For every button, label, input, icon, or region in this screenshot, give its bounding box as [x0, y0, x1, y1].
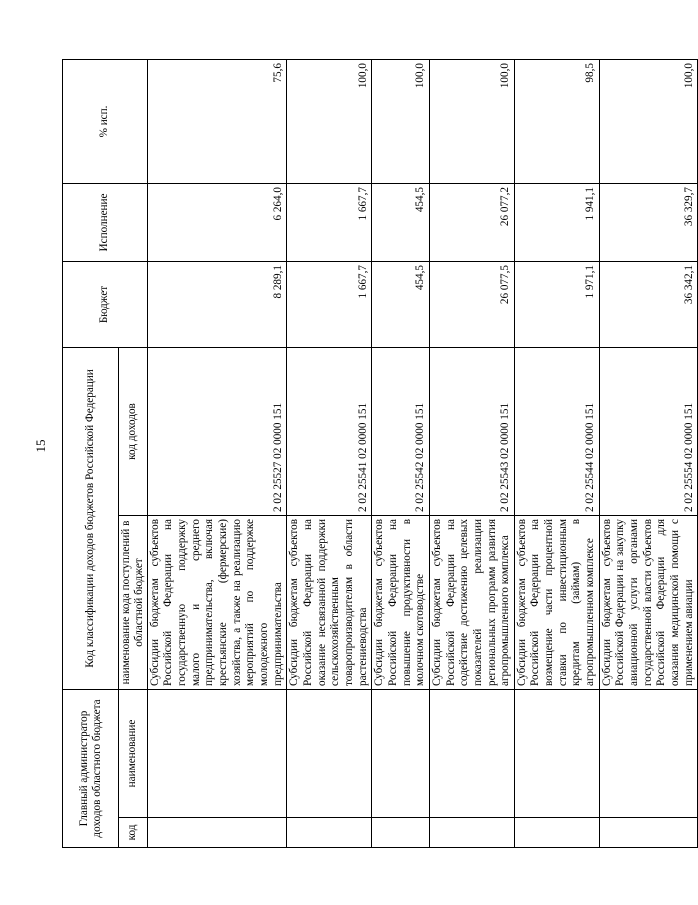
admin-code-cell — [147, 818, 287, 848]
income-code-cell: 2 02 25527 02 0000 151 — [147, 347, 287, 515]
admin-name-cell — [599, 690, 698, 818]
header-admin-code: код — [119, 818, 148, 848]
admin-code-cell — [429, 818, 514, 848]
receipt-name-cell: Субсидии бюджетам субъектов Российской Федерации на повышение продуктивности в молочном скотоводстве — [372, 516, 430, 690]
admin-code-cell — [287, 818, 372, 848]
income-code-cell: 2 02 25543 02 0000 151 — [429, 347, 514, 515]
header-budget: Бюджет — [63, 261, 148, 347]
header-income-code: код доходов — [119, 347, 148, 515]
table-row — [372, 59, 430, 847]
receipt-name-cell: Субсидии бюджетам субъектов Российской Федерации на содействие достижению целевых показателей реализации региональных программ развития агропромышленного комплекса — [429, 516, 514, 690]
header-admin-name: наименование — [119, 690, 148, 818]
table-row — [429, 59, 514, 847]
table-row — [599, 59, 698, 847]
budget-cell: 26 077,5 — [429, 261, 514, 347]
admin-name-cell — [372, 690, 430, 818]
budget-execution-table — [62, 59, 698, 848]
execution-cell: 1 941,1 — [514, 183, 599, 261]
execution-cell: 1 667,7 — [287, 183, 372, 261]
budget-cell: 454,5 — [372, 261, 430, 347]
admin-name-cell — [147, 690, 287, 818]
header-row-1 — [63, 59, 119, 847]
receipt-name-cell: Субсидии бюджетам субъектов Российской Федерации на государственную поддержку малого и среднего предпринимательства, включая крестьянские (фермерские) хозяйства, а также на реализацию мероприятий по поддержке молодежного предпринимательства — [147, 516, 287, 690]
admin-name-cell — [429, 690, 514, 818]
table-row — [287, 59, 372, 847]
admin-name-cell — [514, 690, 599, 818]
percent-cell: 98,5 — [514, 59, 599, 183]
page-number: 15 — [33, 439, 48, 453]
percent-cell: 100,0 — [599, 59, 698, 183]
budget-cell: 1 971,1 — [514, 261, 599, 347]
income-code-cell: 2 02 25544 02 0000 151 — [514, 347, 599, 515]
admin-code-cell — [514, 818, 599, 848]
admin-code-cell — [599, 818, 698, 848]
income-code-cell: 2 02 25554 02 0000 151 — [599, 347, 698, 515]
rotated-page — [62, 60, 695, 848]
percent-cell: 75,6 — [147, 59, 287, 183]
execution-cell: 26 077,2 — [429, 183, 514, 261]
receipt-name-cell: Субсидии бюджетам субъектов Российской Федерации на возмещение части процентной ставки по инвестиционным кредитам (займам) в агропромышленном комплексе — [514, 516, 599, 690]
execution-cell: 36 329,7 — [599, 183, 698, 261]
receipt-name-cell: Субсидии бюджетам субъектов Российской Федерации на оказание несвязанной поддержки сельскохозяйственным товаропроизводителям в области растениеводства — [287, 516, 372, 690]
header-execution: Исполнение — [63, 183, 148, 261]
admin-name-cell — [287, 690, 372, 818]
income-code-cell: 2 02 25542 02 0000 151 — [372, 347, 430, 515]
execution-cell: 6 264,0 — [147, 183, 287, 261]
receipt-name-cell: Субсидии бюджетам субъектов Российской Федерации на закупку авиационной услуги органами государственной власти субъектов Российской Федерации для оказания медицинской помощи с применением авиации — [599, 516, 698, 690]
percent-cell: 100,0 — [372, 59, 430, 183]
execution-cell: 454,5 — [372, 183, 430, 261]
percent-cell: 100,0 — [287, 59, 372, 183]
table-row — [147, 59, 287, 847]
table-row — [514, 59, 599, 847]
header-admin-group: Главный администратор доходов областного бюджета — [63, 690, 119, 848]
income-code-cell: 2 02 25541 02 0000 151 — [287, 347, 372, 515]
budget-cell: 36 342,1 — [599, 261, 698, 347]
budget-cell: 1 667,7 — [287, 261, 372, 347]
percent-cell: 100,0 — [429, 59, 514, 183]
admin-code-cell — [372, 818, 430, 848]
header-percent: % исп. — [63, 59, 148, 183]
budget-cell: 8 289,1 — [147, 261, 287, 347]
header-receipt-name: наименование кода поступлений в областной бюджет — [119, 516, 148, 690]
header-classification-group: Код классификации доходов бюджетов Российской Федерации — [63, 347, 119, 689]
